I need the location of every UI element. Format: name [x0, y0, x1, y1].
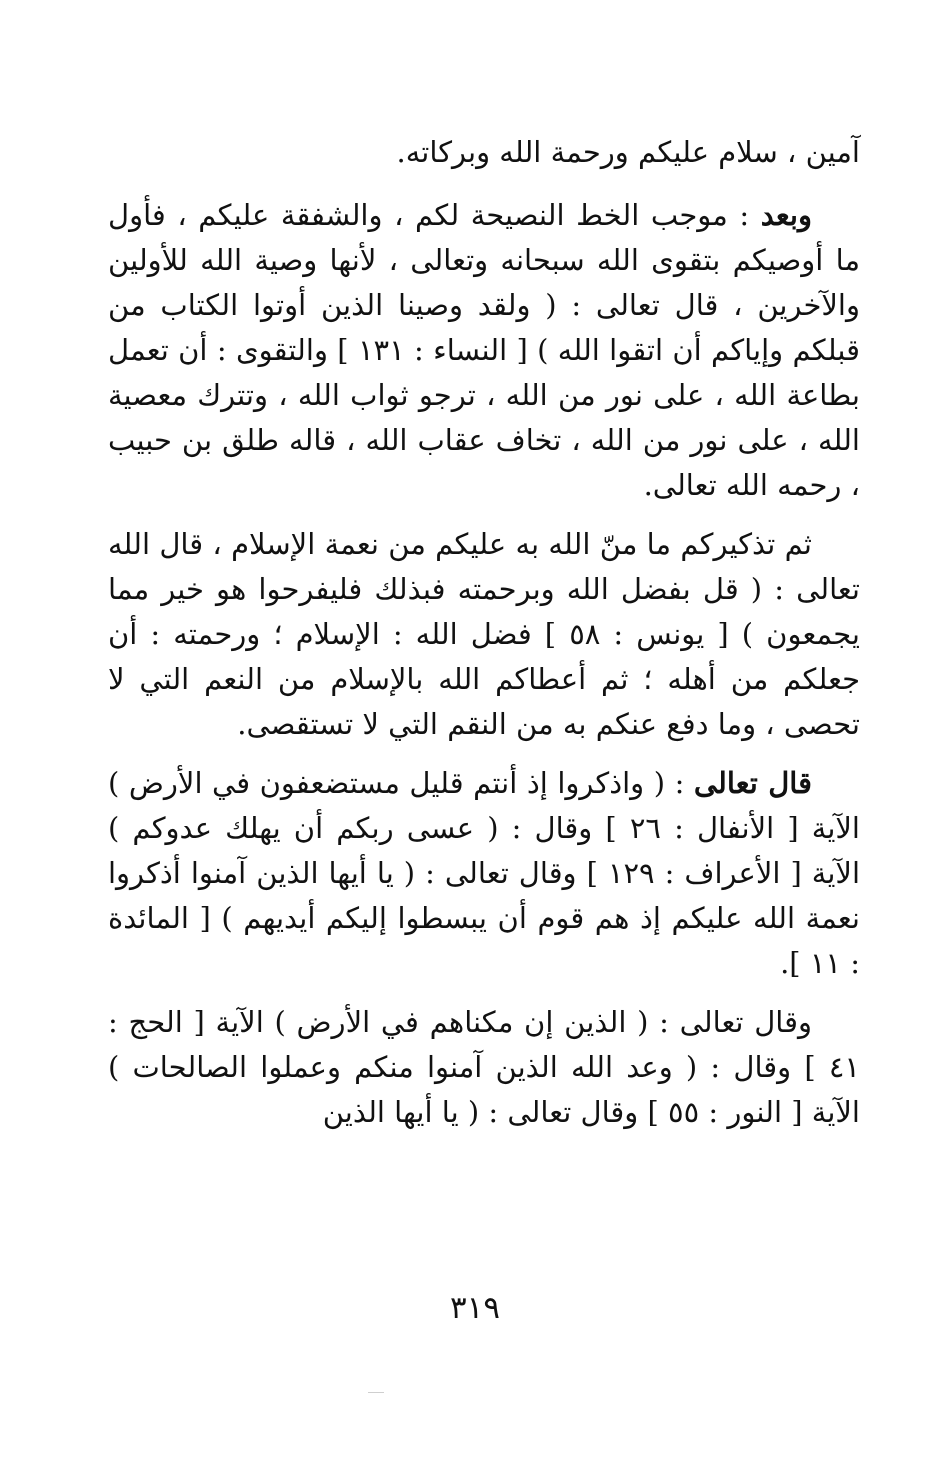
- page-body: [108, 130, 860, 1149]
- paragraph-islam-blessing: [108, 522, 860, 747]
- scan-speck: [368, 1392, 384, 1393]
- paragraph-establish-verses: [108, 1000, 860, 1135]
- paragraph-1-text: آمين ، سلام عليكم ورحمة الله وبركاته.: [396, 135, 860, 169]
- paragraph-5-text: وقال تعالى : ( الذين إن مكناهم في الأرض ) الآية [ الحج : ٤١ ] وقال : ( وعد الله الذين آمنوا منكم وعملوا الصالحات ) الآية [ النور : ٥٥ ] وقال تعالى : ( يا أيها الذين: [108, 1005, 860, 1129]
- paragraph-2-text: : موجب الخط النصيحة لكم ، والشفقة عليكم ، فأول ما أوصيكم بتقوى الله سبحانه وتعالى ، لأنها وصية الله للأولين والآخرين ، قال تعالى : ( ولقد وصينا الذين أوتوا الكتاب من قبلكم وإياكم أن اتقوا الله ) [ النساء : ١٣١ ] والتقوى : أن تعمل بطاعة الله ، على نور من الله ، ترجو ثواب الله ، وتترك معصية الله ، على نور من الله ، تخاف عقاب الله ، قاله طلق بن حبيب ، رحمه الله تعالى.: [108, 198, 860, 502]
- paragraph-remember-verses: [108, 761, 860, 986]
- paragraph-closing-greeting: [108, 130, 860, 175]
- paragraph-3-text: ثم تذكيركم ما منّ الله به عليكم من نعمة الإسلام ، قال الله تعالى : ( قل بفضل الله وبرحمته فبذلك فليفرحوا هو خير مما يجمعون ) [ يونس : ٥٨ ] فضل الله : الإسلام ؛ ورحمته : أن جعلكم من أهله ؛ ثم أعطاكم الله بالإسلام من النعم التي لا تحصى ، وما دفع عنكم به من النقم التي لا تستقصى.: [108, 527, 860, 741]
- page-number: ٣١٩: [450, 1290, 500, 1326]
- paragraph-taqwa: [108, 193, 860, 508]
- paragraph-4-lead: قال تعالى: [693, 766, 812, 800]
- paragraph-2-lead: وبعد: [760, 198, 812, 232]
- paragraph-4-text: : ( واذكروا إذ أنتم قليل مستضعفون في الأرض ) الآية [ الأنفال : ٢٦ ] وقال : ( عسى ربكم أن يهلك عدوكم ) الآية [ الأعراف : ١٢٩ ] وقال تعالى : ( يا أيها الذين آمنوا أذكروا نعمة الله عليكم إذ هم قوم أن يبسطوا إليكم أيديهم ) [ المائدة : ١١ ].: [108, 766, 860, 980]
